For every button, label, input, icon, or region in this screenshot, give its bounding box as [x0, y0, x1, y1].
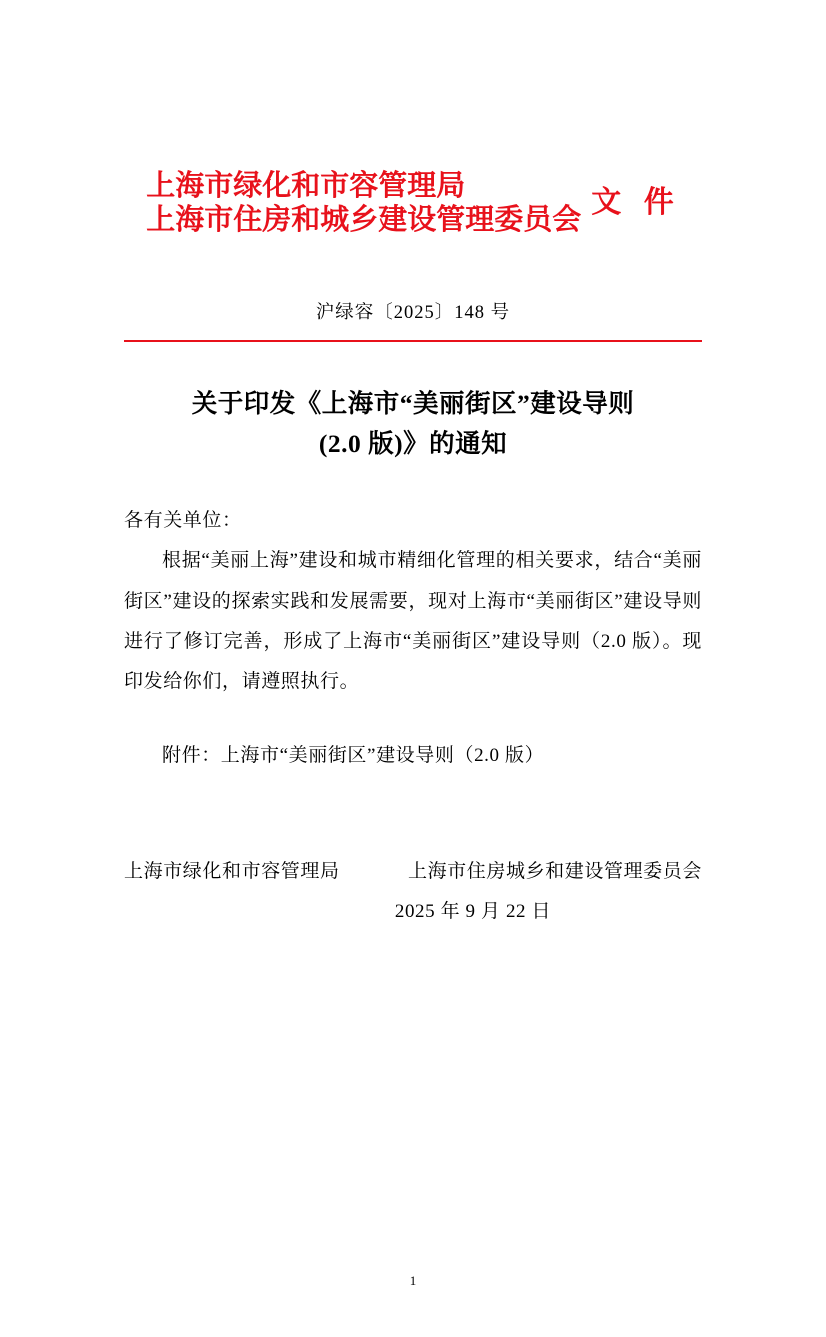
red-divider-rule [124, 340, 702, 342]
document-body [124, 501, 702, 777]
signature-org-left: 上海市绿化和市容管理局 [124, 860, 340, 882]
signature-date: 2025 年 9 月 22 日 [394, 900, 552, 922]
issuer-line-1: 上海市绿化和市容管理局 [146, 168, 466, 202]
issuer-names [146, 168, 581, 236]
salutation: 各有关单位： [124, 510, 242, 532]
body-paragraph-1: 根据“美丽上海”建设和城市精细化管理的相关要求，结合“美丽街区”建设的探索实践和发展需要，现对上海市“美丽街区”建设导则进行了修订完善，形成了上海市“美丽街区”建设导则（2.0 版）。现印发给你们，请遵照执行。 [124, 550, 702, 693]
page-title [124, 384, 702, 463]
document-number: 沪绿容〔2025〕148 号 [315, 303, 511, 324]
signature-block [124, 853, 702, 931]
page-number: 1 [409, 1273, 417, 1288]
signature-organizations [124, 853, 702, 891]
signature-org-right: 上海市住房城乡和建设管理委员会 [407, 860, 702, 882]
letterhead [124, 168, 702, 236]
page-title-line-2: (2.0 版)》的通知 [318, 428, 508, 458]
issuer-line-2: 上海市住房和城乡建设管理委员会 [146, 202, 582, 237]
page-title-line-1: 关于印发《上海市“美丽街区”建设导则 [191, 389, 635, 419]
document-page [0, 168, 826, 1337]
document-word-label: 文 件 [591, 185, 680, 221]
attachment-line: 附件：上海市“美丽街区”建设导则（2.0 版） [162, 745, 545, 767]
